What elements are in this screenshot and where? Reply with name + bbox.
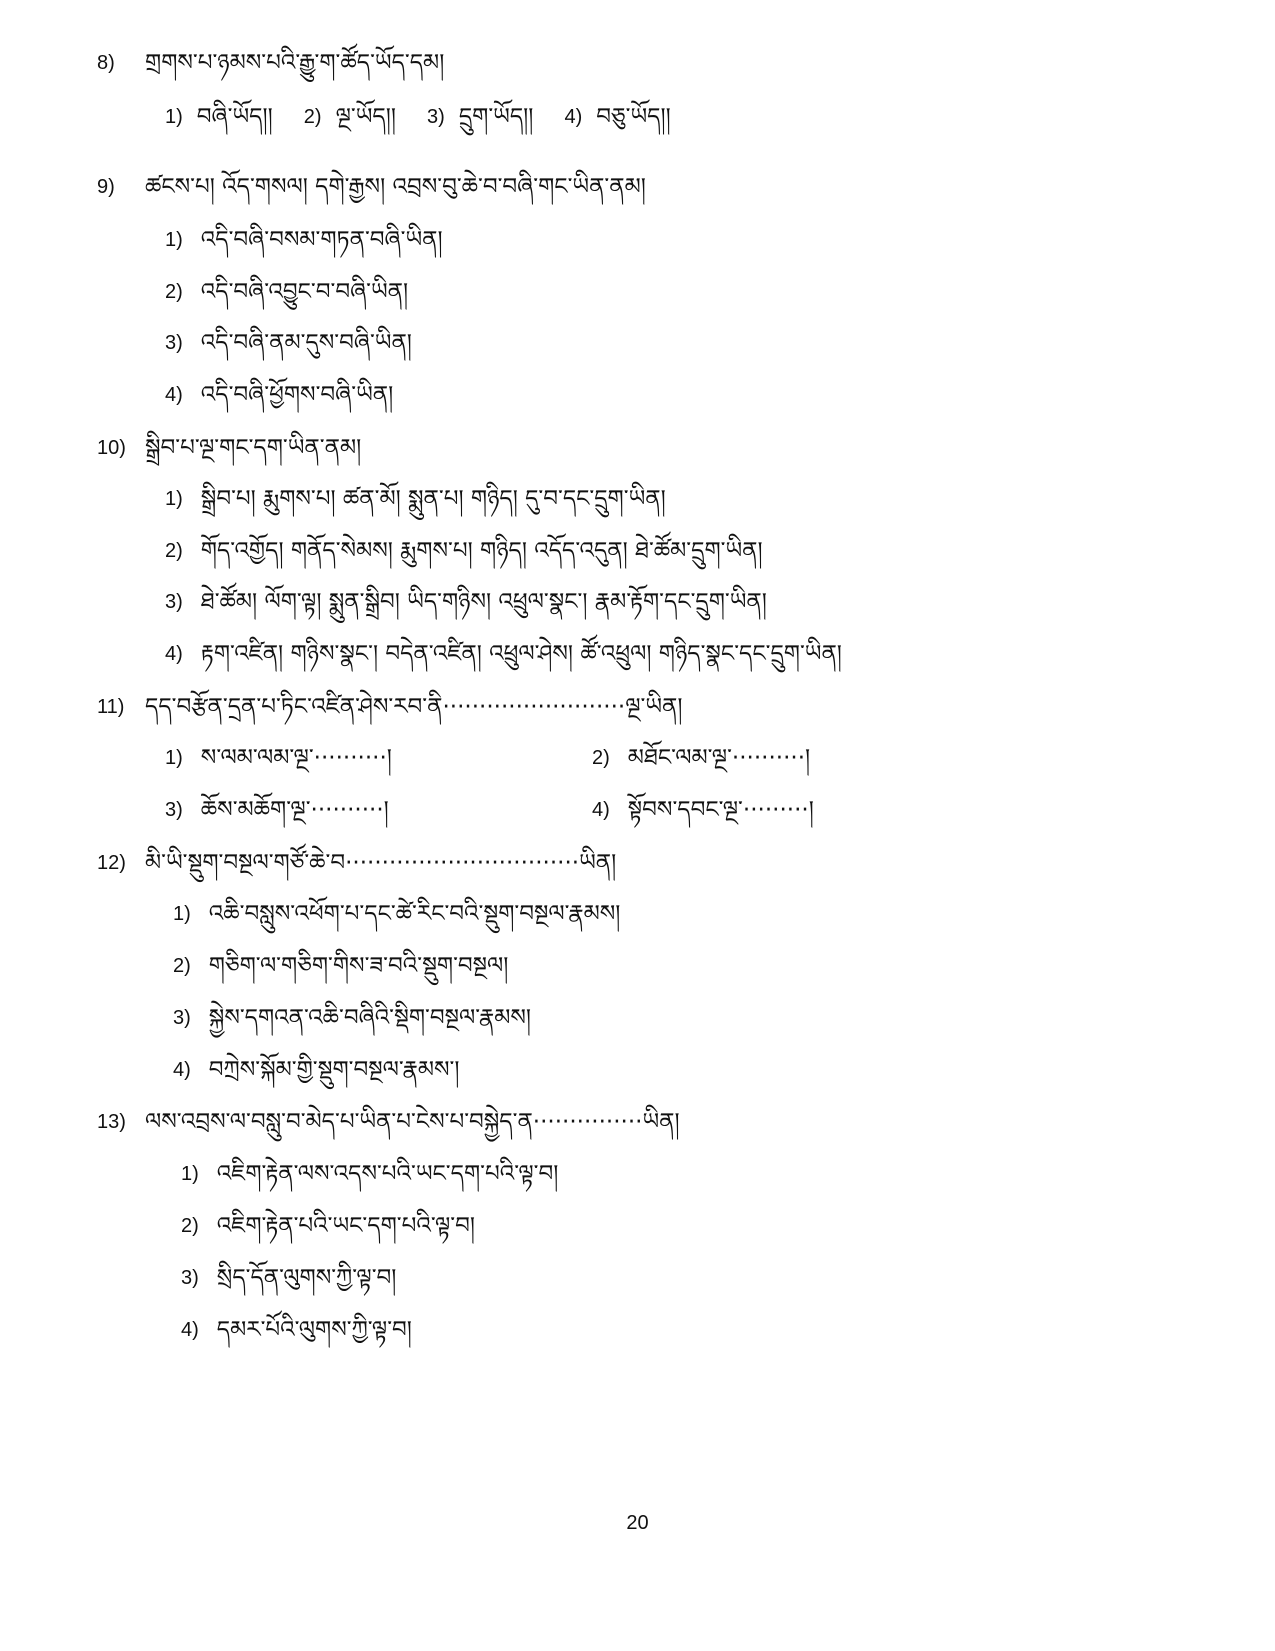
- option-3: [165, 581, 767, 621]
- option-number: 2): [165, 280, 183, 303]
- option-text: ཆོས་མཆོག་ལྔ་··········།: [200, 796, 389, 823]
- option-text: སྒྲིབ་པ། རྨུགས་པ། ཚན་མོ། སྨུན་པ། གཉིད། དུ་བ་དང་དྲུག་ཡིན།: [200, 485, 666, 512]
- option-3: [165, 322, 412, 362]
- option-number: 2): [303, 105, 322, 128]
- option-text: སྟོབས་དབང་ལྔ་·········།: [627, 796, 814, 823]
- option-number: 4): [165, 642, 183, 665]
- question-text: གྲགས་པ་ཉམས་པའི་རྒྱུ་ག་ཚོད་ཡོད་དམ།: [145, 49, 445, 76]
- question-10: [97, 427, 361, 467]
- option-1: [165, 96, 273, 137]
- option-number: 4): [173, 1058, 191, 1081]
- option-text: འདི་བཞི་བསམ་གཏན་བཞི་ཡིན།: [200, 226, 443, 253]
- option-4: [181, 1309, 412, 1349]
- option-text: འཇིག་རྟེན་ལས་འདས་པའི་ཡང་དག་པའི་ལྟ་བ།: [216, 1160, 559, 1187]
- option-3: [181, 1257, 396, 1297]
- option-number: 4): [181, 1318, 199, 1341]
- option-4: [165, 633, 842, 673]
- option-4: [592, 789, 814, 829]
- option-text: བཀྲེས་སྐོམ་གྱི་སྡུག་བསྔལ་རྣམས་།: [208, 1056, 460, 1083]
- option-number: 3): [165, 798, 183, 821]
- question-number: 13): [97, 1110, 126, 1133]
- option-1: [165, 478, 666, 518]
- question-number: 12): [97, 851, 126, 874]
- option-number: 1): [165, 105, 183, 128]
- option-4: [165, 374, 393, 414]
- question-text: སྒྲིབ་པ་ལྔ་གང་དག་ཡིན་ནམ།: [145, 434, 362, 461]
- option-number: 1): [165, 228, 183, 251]
- option-1: [165, 737, 392, 777]
- option-text: སྐྱེས་དགའན་འཆི་བཞིའི་སྡིག་བསྔལ་རྣམས།: [208, 1004, 532, 1031]
- option-4: [564, 96, 670, 137]
- option-text: གོད་འགྱོད། གནོད་སེམས། རྨུགས་པ། གཉིད། འདོད་འདུན། ཐེ་ཚོམ་དྲུག་ཡིན།: [200, 537, 763, 564]
- question-11: [97, 686, 683, 726]
- option-number: 4): [564, 105, 583, 128]
- option-text: འདི་བཞི་ནམ་དུས་བཞི་ཡིན།: [200, 329, 412, 356]
- option-text: ཐེ་ཚོམ། ལོག་ལྟ། སྨུན་སྒྲིབ། ཡིད་གཉིས། འཕྲུལ་སྣང་། རྣམ་རྟོག་དང་དྲུག་ཡིན།: [200, 588, 767, 615]
- option-2: [304, 96, 396, 137]
- option-number: 1): [165, 746, 183, 769]
- question-number: 10): [97, 436, 126, 459]
- option-1: [165, 219, 443, 259]
- option-1: [181, 1153, 558, 1193]
- option-2: [165, 530, 763, 570]
- question-text: མི་ཡི་སྡུག་བསྔལ་གཙོ་ཆེ་བ································ཡིན།: [145, 849, 617, 876]
- option-text: འདི་བཞི་འབྱུང་བ་བཞི་ཡིན།: [200, 278, 409, 305]
- question-13: [97, 1101, 680, 1141]
- question-number: 8): [97, 51, 115, 74]
- question-text: ལས་འབྲས་ལ་བསླུ་བ་མེད་པ་ཡིན་པ་ངེས་པ་བསྐྱེད་ན···············ཡིན།: [145, 1108, 680, 1135]
- question-8: [97, 42, 444, 82]
- option-text: བཞི་ཡོད།།: [196, 103, 273, 130]
- page-number: 20: [626, 1512, 649, 1534]
- option-text: འཇིག་རྟེན་པའི་ཡང་དག་པའི་ལྟ་བ།: [216, 1212, 475, 1239]
- option-2: [181, 1205, 475, 1245]
- option-text: འདི་བཞི་ཕྱོགས་བཞི་ཡིན།: [200, 381, 394, 408]
- question-text: དད་བརྩོན་དྲན་པ་ཏིང་འཛིན་ཤེས་རབ་ནི·························ལྔ་ཡིན།: [145, 693, 683, 720]
- option-text: བཅུ་ཡོད།།: [596, 103, 671, 130]
- option-number: 3): [165, 331, 183, 354]
- option-text: དྲུག་ཡོད།།: [458, 103, 534, 130]
- option-text: ལྔ་ཡོད།།: [335, 103, 396, 130]
- options-row: [165, 96, 697, 136]
- option-text: སྲིད་དོན་ལུགས་ཀྱི་ལྟ་བ།: [216, 1264, 397, 1291]
- option-number: 2): [181, 1214, 199, 1237]
- option-number: 1): [165, 487, 183, 510]
- option-number: 4): [165, 383, 183, 406]
- question-text: ཚངས་པ། འོད་གསལ། དགེ་རྒྱས། འབྲས་བུ་ཆེ་བ་བཞི་གང་ཡིན་ནམ།: [145, 173, 646, 200]
- option-number: 2): [165, 539, 183, 562]
- option-text: འཆི་བསླུས་འཕོག་པ་དང་ཚེ་རིང་བའི་སྡུག་བསྔལ་རྣམས།: [208, 900, 621, 927]
- option-number: 3): [181, 1266, 199, 1289]
- question-12: [97, 842, 616, 882]
- option-number: 1): [173, 902, 191, 925]
- question-9: [97, 166, 646, 206]
- option-2: [173, 945, 508, 985]
- option-number: 4): [592, 798, 610, 821]
- option-1: [173, 893, 620, 933]
- option-number: 3): [165, 590, 183, 613]
- option-3: [165, 789, 389, 829]
- option-3: [427, 96, 533, 137]
- option-2: [165, 271, 408, 311]
- option-number: 3): [427, 105, 445, 128]
- option-number: 2): [592, 746, 610, 769]
- option-3: [173, 997, 531, 1037]
- option-text: ས་ལམ་ལམ་ལྔ་··········།: [200, 744, 392, 771]
- option-text: གཅིག་ལ་གཅིག་གིས་ཟ་བའི་སྡུག་བསྔལ།: [208, 952, 509, 979]
- option-4: [173, 1049, 459, 1089]
- option-2: [592, 737, 810, 777]
- question-number: 9): [97, 175, 115, 198]
- option-number: 1): [181, 1162, 199, 1185]
- option-number: 2): [173, 954, 191, 977]
- option-number: 3): [173, 1006, 191, 1029]
- question-number: 11): [97, 695, 125, 718]
- option-text: མཐོང་ལམ་ལྔ་··········།: [627, 744, 811, 771]
- option-text: དམར་པོའི་ལུགས་ཀྱི་ལྟ་བ།: [216, 1316, 412, 1343]
- option-text: རྟག་འཛིན། གཉིས་སྣང་། བདེན་འཛིན། འཕྲུལ་ཤེས། ཚོ་འཕྲུལ། གཉིད་སྣང་དང་དྲུག་ཡིན།: [200, 640, 842, 667]
